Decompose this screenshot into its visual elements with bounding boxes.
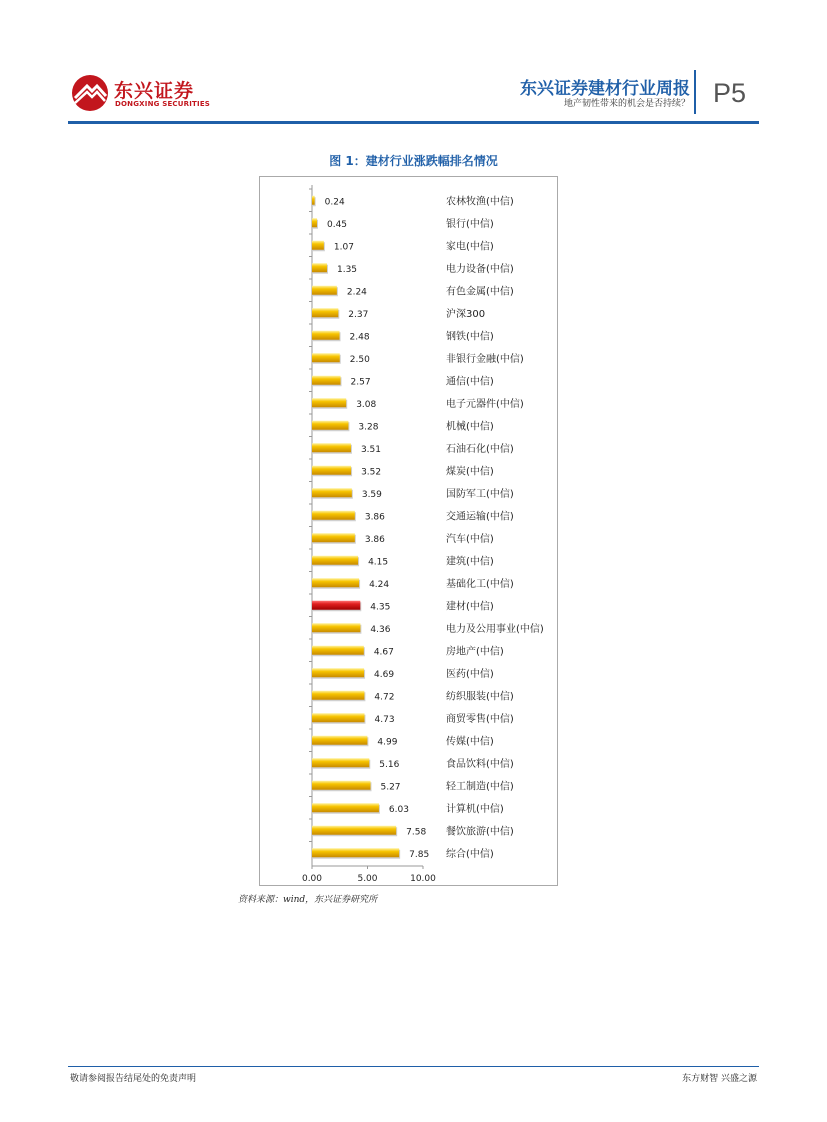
bar [312,578,359,587]
footer-rule [68,1066,759,1067]
bar-value-label: 3.59 [361,489,382,500]
category-label: 传媒(中信) [446,736,494,748]
bar [312,488,352,497]
bar-value-label: 4.67 [373,647,394,658]
bar-value-label: 4.72 [374,692,395,703]
bar-value-label: 4.73 [374,714,395,725]
bar [312,623,360,632]
bar-value-label: 3.51 [360,444,382,455]
category-label: 汽车(中信) [446,533,494,545]
bar [312,691,364,700]
category-label: 有色金属(中信) [446,286,514,298]
category-label: 纺织服装(中信) [446,691,514,703]
category-label: 钢铁(中信) [446,331,494,343]
category-label: 计算机(中信) [446,803,504,815]
bar-value-label: 3.86 [364,512,385,523]
x-tick-label: 0.00 [301,874,323,884]
highlight-bar [312,601,360,610]
bar [312,421,348,430]
bar [312,511,355,520]
report-subtitle: 地产韧性带来的机会是否持续？ [563,99,690,109]
category-label: 国防军工(中信) [446,488,514,500]
bar [312,826,396,835]
bar-value-label: 2.37 [348,309,369,320]
category-label: 石油石化(中信) [446,443,514,455]
bar [312,196,315,205]
footer-slogan: 东方财智 兴盛之源 [682,1074,757,1084]
bar-value-label: 6.03 [388,804,409,815]
category-label: 食品饮料(中信) [446,758,514,770]
category-label: 基础化工(中信) [446,578,514,590]
x-tick-label: 5.00 [357,874,378,884]
bar [312,736,367,745]
category-label: 农林牧渔(中信) [446,196,514,208]
category-label: 非银行金融(中信) [446,353,524,365]
bar-value-label: 2.57 [350,377,371,388]
bar [312,263,327,272]
logo-text: 东兴证券 [114,80,195,102]
bar [312,646,364,655]
category-label: 电力设备(中信) [446,263,514,275]
bar-value-label: 5.16 [379,759,400,770]
bar [312,286,337,295]
page-number: P5 [713,78,747,108]
bar [312,398,346,407]
bar-value-label: 3.86 [364,534,385,545]
bar-value-label: 2.50 [349,354,370,365]
bar-value-label: 0.45 [326,219,348,230]
bar-value-label: 4.24 [369,579,390,590]
bar [312,331,340,340]
bar [312,466,351,475]
bar [312,376,341,385]
report-title: 东兴证券建材行业周报 [520,79,690,99]
category-label: 餐饮旅游(中信) [446,826,514,838]
bar-value-label: 3.28 [358,422,379,433]
category-label: 医药(中信) [446,668,494,680]
bar-value-label: 7.58 [406,827,427,838]
category-label: 建材(中信) [446,601,494,613]
category-label: 轻工制造(中信) [446,781,514,793]
bar [312,533,355,542]
header-rule [68,121,759,124]
bar-value-label: 2.24 [346,287,367,298]
category-label: 机械(中信) [446,421,494,433]
category-label: 银行(中信) [446,218,494,230]
x-tick-label: 10.00 [410,874,436,884]
category-label: 通信(中信) [446,376,494,388]
bar [312,713,365,722]
bar-value-label: 1.35 [336,264,358,275]
bar-value-label: 3.52 [361,467,382,478]
bar-value-label: 7.85 [409,849,430,860]
bar [312,556,358,565]
company-logo-icon [70,74,110,112]
bar-value-label: 0.24 [324,197,345,208]
category-label: 煤炭(中信) [446,466,494,478]
bar-value-label: 3.08 [356,399,377,410]
chart-frame [259,176,558,886]
category-label: 建筑(中信) [446,556,494,568]
bar-value-label: 2.48 [349,332,370,343]
header-divider [694,70,696,114]
footer-disclaimer: 敬请参阅报告结尾处的免责声明 [70,1074,197,1084]
category-label: 电力及公用事业(中信) [446,623,544,635]
bar-value-label: 4.35 [370,602,391,613]
bar-value-label: 4.99 [377,737,398,748]
bar [312,218,317,227]
category-label: 综合(中信) [446,848,494,860]
category-label: 商贸零售(中信) [446,713,514,725]
bar [312,848,399,857]
bar-value-label: 4.15 [368,557,389,568]
bar-value-label: 5.27 [380,782,401,793]
bar [312,308,338,317]
category-label: 家电(中信) [446,241,494,253]
figure-title: 图 1：建材行业涨跌幅排名情况 [329,154,498,168]
logo-subtext: DONGXING SECURITIES [115,100,211,108]
bar [312,241,324,250]
bar [312,781,370,790]
category-label: 房地产(中信) [446,646,504,658]
bar [312,668,364,677]
bar-value-label: 4.69 [374,669,395,680]
category-label: 沪深300 [446,308,486,320]
bar-chart [260,177,557,885]
bar [312,758,369,767]
category-label: 电子元器件(中信) [446,398,524,410]
bar [312,443,351,452]
bar-value-label: 4.36 [370,624,391,635]
bar [312,353,340,362]
category-label: 交通运输(中信) [446,511,514,523]
bar-value-label: 1.07 [333,242,354,253]
source-note: 资料来源：wind，东兴证券研究所 [238,895,378,905]
bar [312,803,379,812]
